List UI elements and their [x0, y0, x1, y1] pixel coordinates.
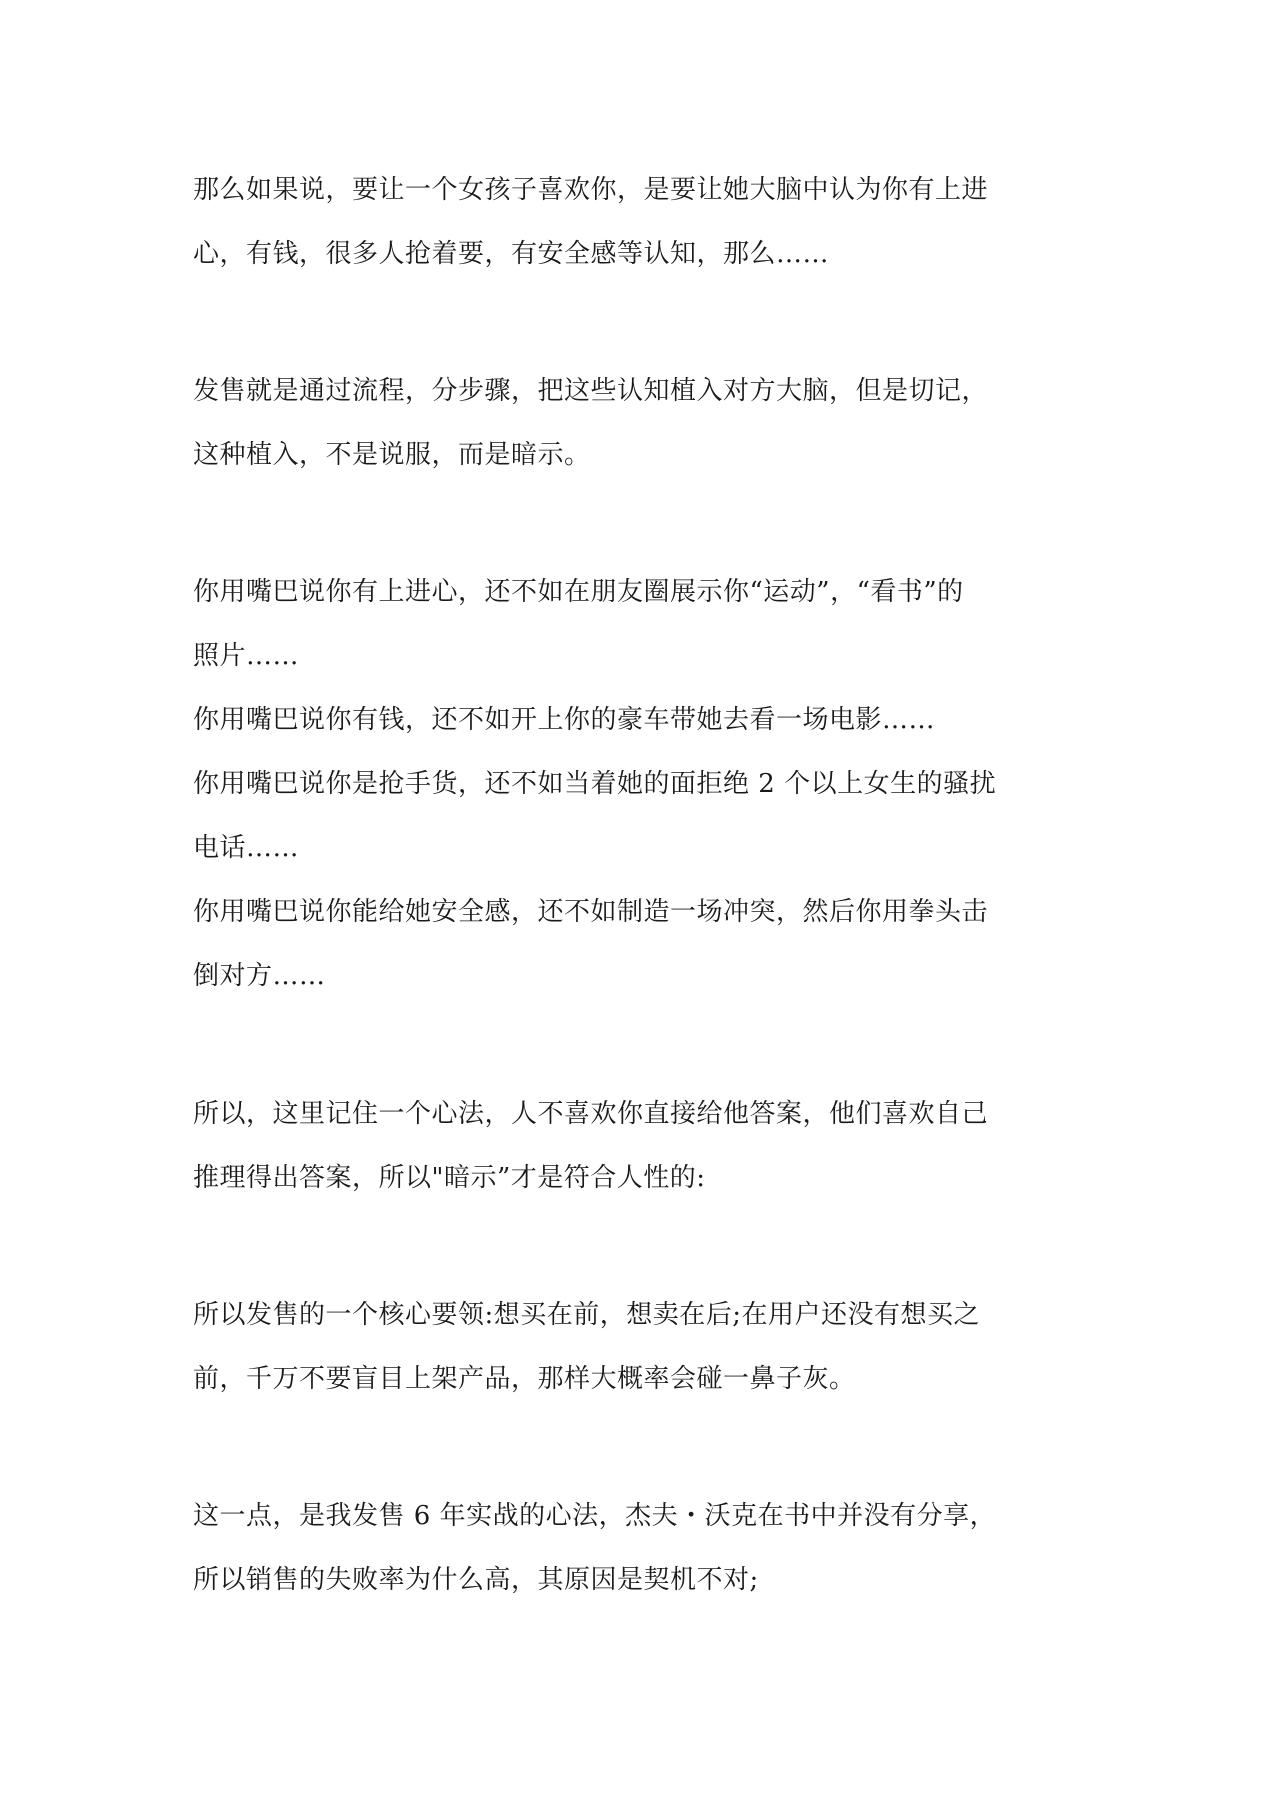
text-line: 你用嘴巴说你是抢手货，还不如当着她的面拒绝 2 个以上女生的骚扰: [193, 769, 997, 799]
text-line: 所以销售的失败率为什么高，其原因是契机不对;: [193, 1565, 759, 1595]
text-line: 你用嘴巴说你能给她安全感，还不如制造一场冲突，然后你用拳头击: [193, 897, 989, 927]
text-line: 电话……: [193, 833, 300, 863]
text-line: 那么如果说，要让一个女孩子喜欢你，是要让她大脑中认为你有上进: [193, 175, 989, 205]
text-line: 这一点，是我发售 6 年实战的心法，杰夫・沃克在书中并没有分享，: [193, 1501, 997, 1531]
text-line: 发售就是通过流程，分步骤，把这些认知植入对方大脑，但是切记，: [193, 376, 989, 406]
text-line: 照片……: [193, 641, 300, 671]
text-line: 所以发售的一个核心要领:想买在前，想卖在后;在用户还没有想买之: [193, 1300, 981, 1330]
text-line: 你用嘴巴说你有钱，还不如开上你的豪车带她去看一场电影……: [193, 705, 936, 735]
text-line: 倒对方……: [193, 961, 326, 991]
text-line: 推理得出答案，所以"暗示”才是符合人性的:: [193, 1163, 706, 1193]
text-line: 你用嘴巴说你有上进心，还不如在朋友圈展示你“运动”，“看书”的: [193, 577, 964, 607]
text-line: 这种植入，不是说服，而是暗示。: [193, 440, 591, 470]
text-line: 前，千万不要盲目上架产品，那样大概率会碰一鼻子灰。: [193, 1364, 856, 1394]
text-line: 所以，这里记住一个心法，人不喜欢你直接给他答案，他们喜欢自己: [193, 1099, 989, 1129]
text-line: 心，有钱，很多人抢着要，有安全感等认知，那么……: [193, 239, 830, 269]
